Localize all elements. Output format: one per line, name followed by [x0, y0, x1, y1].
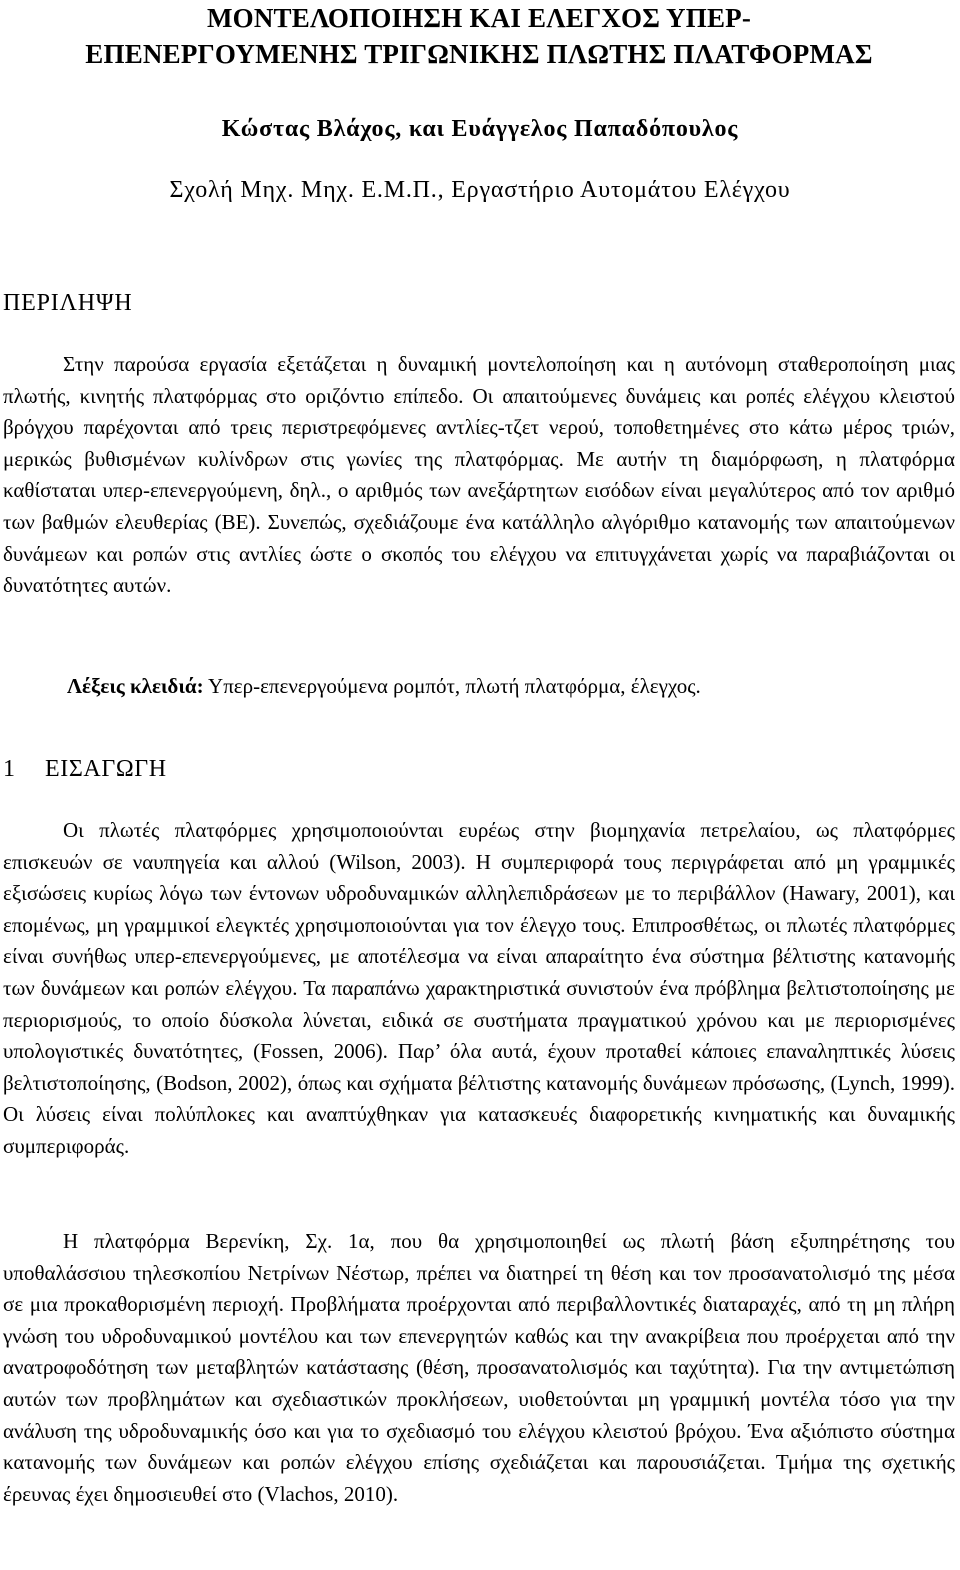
- section-number: 1: [3, 756, 16, 782]
- keywords: [67, 674, 955, 699]
- paper-title: [3, 0, 955, 72]
- abstract-heading: ΠΕΡΙΛΗΨΗ: [3, 290, 133, 316]
- title-line-1: ΜΟΝΤΕΛΟΠΟΙΗΣΗ ΚΑΙ ΕΛΕΓΧΟΣ ΥΠΕΡ-: [206, 3, 752, 33]
- keywords-text: Υπερ-επενεργούμενα ρομπότ, πλωτή πλατφόρμα, έλεγχος.: [203, 674, 701, 698]
- intro-paragraph-1: Οι πλωτές πλατφόρμες χρησιμοποιούνται ευρέως στην βιομηχανία πετρελαίου, ως πλατφόρμες επισκευών σε ναυπηγεία και αλλού (Wilson, 2003). Η συμπεριφορά τους περιγράφεται από μη γραμμικές εξισώσεις κυρίως λόγω των έντονων υδροδυναμικών αλληλεπιδράσεων με το περιβάλλον (Hawary, 2001), και επομένως, μη γραμμικοί ελεγκτές χρησιμοποιούνται για τον έλεγχο τους. Επιπροσθέτως, οι πλωτές πλατφόρμες είναι συνήθως υπερ-επενεργούμενες, με αποτέλεσμα να είναι απαραίτητο ένα σύστημα βέλτιστης κατανομής των δυνάμεων και ροπών ελέγχου. Τα παραπάνω χαρακτηριστικά συνιστούν ένα πρόβλημα βελτιστοποίησης με περιορισμούς, το οποίο δύσκολα λύνεται, ειδικά σε συστήματα πραγματικού χρόνου και με περιορισμένες υπολογιστικές δυνατότητες, (Fossen, 2006). Παρ’ όλα αυτά, έχουν προταθεί κάποιες επαναληπτικές λύσεις βελτιστοποίησης, (Bodson, 2002), όπως και σχήματα βέλτιστης κατανομής δυνάμεων πρόσωσης, (Lynch, 1999). Οι λύσεις είναι πολύπλοκες και αναπτύχθηκαν για κατασκευές διαφορετικής κινηματικής και δυναμικής συμπεριφοράς.: [3, 818, 955, 1158]
- abstract-body: Στην παρούσα εργασία εξετάζεται η δυναμική μοντελοποίηση και η αυτόνομη σταθεροποίηση μιας πλωτής, κινητής πλατφόρμας στο οριζόντιο επίπεδο. Οι απαιτούμενες δυνάμεις και ροπές ελέγχου κλειστού βρόγχου παρέχονται από τρεις περιστρεφόμενες αντλίες-τζετ νερού, τοποθετημένες στο κάτω μέρος τριών, μερικώς βυθισμένων κυλίνδρων στις γωνίες της πλατφόρμας. Με αυτήν τη διαμόρφωση, η πλατφόρμα καθίσταται υπερ-επενεργούμενη, δηλ., ο αριθμός των ανεξάρτητων εισόδων είναι μεγαλύτερος από τον αριθμό των βαθμών ελευθερίας (ΒΕ). Συνεπώς, σχεδιάζουμε ένα κατάλληλο αλγόριθμο κατανομής των απαιτούμενων δυνάμεων και ροπών στις αντλίες ώστε ο σκοπός του ελέγχου να επιτυγχάνεται χωρίς να παραβιάζονται οι δυνατότητες αυτών.: [3, 352, 955, 598]
- authors: Κώστας Βλάχος, και Ευάγγελος Παπαδόπουλος: [221, 116, 739, 142]
- section-heading: [3, 756, 167, 783]
- keywords-label: Λέξεις κλειδιά:: [67, 674, 204, 698]
- intro-paragraph-2: Η πλατφόρμα Βερενίκη, Σχ. 1α, που θα χρησιμοποιηθεί ως πλωτή βάση εξυπηρέτησης του υποθαλάσσιου τηλεσκοπίου Νετρίνων Νέστωρ, πρέπει να διατηρεί τη θέση και τον προσανατολισμό της μέσα σε μια προκαθορισμένη περιοχή. Προβλήματα προέρχονται από περιβαλλοντικές διαταραχές, από τη μη πλήρη γνώση του υδροδυναμικού μοντέλου και των επενεργητών καθώς και την ανακρίβεια που προέρχεται από την ανατροφοδότηση των μεταβλητών κατάστασης (θέση, προσανατολισμός και ταχύτητα). Για την αντιμετώπιση αυτών των προβλημάτων και σχεδιαστικών προκλήσεων, υιοθετούνται μη γραμμική μοντέλα τόσο για την ανάλυση της υδροδυναμικής όσο και για το σχεδιασμό του ελέγχου κλειστού βρόχου. Ένα αξιόπιστο σύστημα κατανομής των δυνάμεων και ροπών ελέγχου επίσης σχεδιάζεται και παρουσιάζεται. Τμήμα της σχετικής έρευνας έχει δημοσιευθεί στο (Vlachos, 2010).: [3, 1229, 955, 1506]
- title-line-2: ΕΠΕΝΕΡΓΟΥΜΕΝΗΣ ΤΡΙΓΩΝΙΚΗΣ ΠΛΩΤΗΣ ΠΛΑΤΦΟΡΜΑΣ: [85, 39, 873, 69]
- affiliation: Σχολή Μηχ. Μηχ. Ε.Μ.Π., Εργαστήριο Αυτομάτου Ελέγχου: [169, 177, 791, 203]
- section-title: ΕΙΣΑΓΩΓΗ: [45, 756, 167, 782]
